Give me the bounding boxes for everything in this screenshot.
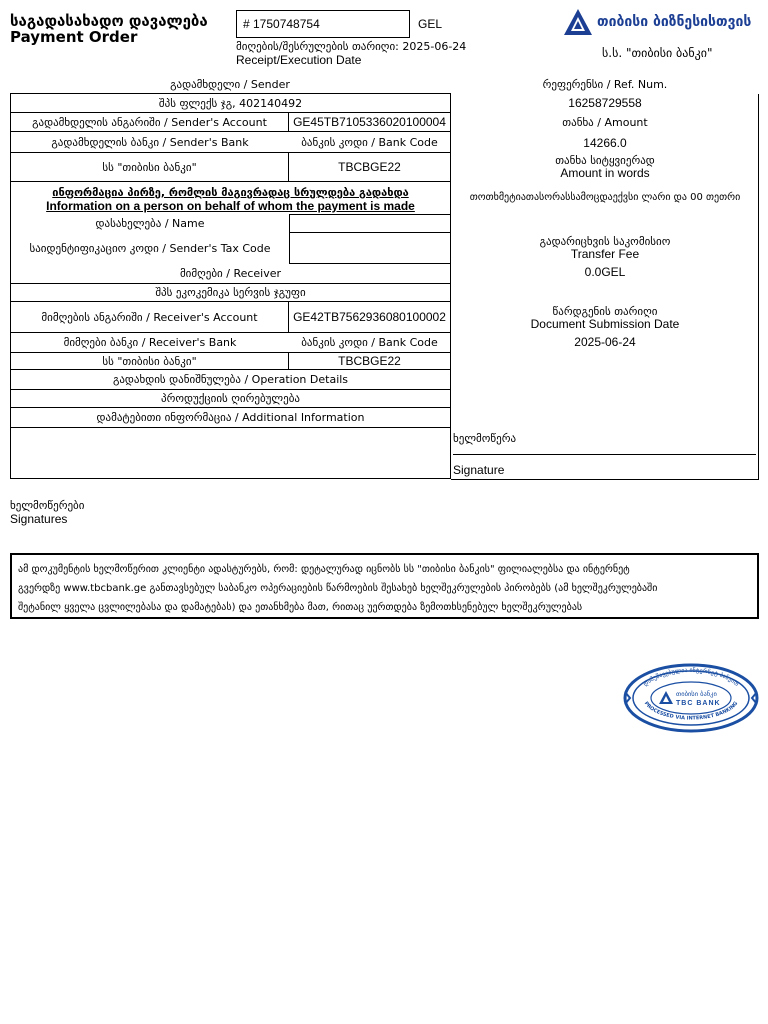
signature-label-en: Signature — [453, 463, 505, 477]
tbc-logo-icon — [563, 8, 593, 36]
stamp-outer-text: დამუშავებულია ინტერნეტ ბანკით — [642, 666, 740, 688]
tax-code-label: საიდენტიფიკაციო კოდი / Sender's Tax Code — [29, 242, 271, 255]
signature-line — [453, 454, 756, 455]
submission-value: 2025-06-24 — [574, 335, 636, 349]
name-label: დასახელება / Name — [95, 217, 205, 230]
name-row — [10, 214, 451, 233]
title-ka: საგადასახადო დავალება — [10, 12, 208, 30]
right-column — [451, 94, 759, 480]
ref-label: რეფერენსი / Ref. Num. — [542, 78, 668, 91]
bank-logo — [563, 8, 768, 38]
amount-value: 14266.0 — [583, 136, 627, 150]
behalf-title-en: Information on a person on behalf of whom the payment is made — [46, 199, 415, 213]
sender-bank-label-row — [10, 132, 451, 152]
signatures-label-ka: ხელმოწერები — [10, 499, 85, 512]
words-label-ka: თანხა სიტყვიერად — [555, 154, 655, 167]
additional-label: დამატებითი ინფორმაცია / Additional Information — [10, 408, 451, 427]
operation-value: პროდუქციის ღირებულება — [10, 389, 451, 408]
execution-date: მიღების/შესრულების თარიღი: 2025-06-24 — [236, 40, 467, 53]
behalf-section — [10, 182, 451, 214]
disclaimer-box — [10, 553, 759, 619]
stamp-bank-en: TBC BANK — [676, 700, 721, 707]
sender-label: გადამხდელი / Sender — [170, 78, 290, 91]
receiver-bank-label-row — [10, 333, 451, 352]
receiver-value: შპს ეკოკემიკა სერვის ჯგუფი — [10, 283, 451, 302]
execution-date-en: Receipt/Execution Date — [236, 53, 362, 67]
order-number-box — [236, 10, 410, 38]
stamp-icon — [622, 662, 760, 734]
receiver-account-row — [10, 302, 451, 333]
words-value: თოთხმეტიათასორასსამოცდაექვსი ლარი და 00 თეთრი — [469, 192, 741, 203]
receiver-bank-code-label: ბანკის კოდი / Bank Code — [301, 336, 438, 349]
disclaimer-line-3: შეტანილ ყველა ცვლილებასა და დამატებას) და ეთანხმება მათ, რითაც უერთდება ზემოთხსენებულ ხელშეკრულებას — [18, 602, 583, 613]
order-number: # 1750748754 — [243, 17, 320, 31]
name-value — [289, 214, 450, 233]
bank-code-label: ბანკის კოდი / Bank Code — [301, 135, 438, 149]
currency: GEL — [418, 17, 443, 31]
sender-account-row — [10, 113, 451, 132]
operation-label: გადახდის დანიშნულება / Operation Details — [10, 370, 451, 389]
disclaimer-line-2: გვერდზე www.tbcbank.ge განთავსებულ საბანკო ოპერაციების წარმოების შესახებ ხელშეკრულების პირობებს (ამ ხელშეკრულებაში — [18, 583, 658, 594]
sender-account-label: გადამხდელის ანგარიში / Sender's Account — [11, 113, 289, 131]
bank-stamp — [622, 662, 760, 734]
behalf-title-ka: ინფორმაცია პირზე, რომლის მაგივრადაც სრულდება გადახდა — [52, 186, 409, 199]
tax-code-row — [10, 233, 451, 264]
sender-account-value: GE45TB7105336020100004 — [293, 115, 446, 129]
receiver-bank-label: მიმღები ბანკი / Receiver's Bank — [63, 336, 237, 349]
stamp-bottom-text: PROCESSED VIA INTERNET BANKING — [642, 700, 740, 722]
ref-value: 16258729558 — [568, 96, 642, 110]
receiver-bank-value: სს "თიბისი ბანკი" — [11, 353, 289, 369]
submission-label-ka: წარდგენის თარიღი — [552, 305, 658, 318]
fee-value: 0.0GEL — [584, 265, 626, 279]
sender-bank-code: TBCBGE22 — [338, 160, 401, 174]
bank-short: ს.ს. "თიბისი ბანკი" — [602, 46, 713, 60]
receiver-bank-value-row — [10, 352, 451, 370]
sender-value: შპს ფლექს ჯგ, 402140492 — [10, 93, 451, 113]
submission-label-en: Document Submission Date — [530, 317, 680, 331]
words-label-en: Amount in words — [560, 166, 650, 180]
receiver-label: მიმღები / Receiver — [10, 264, 451, 283]
stamp-bank-ka: თიბისი ბანკი — [676, 690, 717, 698]
fee-label-en: Transfer Fee — [570, 247, 640, 261]
sender-bank-label: გადამხდელის ბანკი / Sender's Bank — [51, 135, 249, 149]
receiver-account-value: GE42TB7562936080100002 — [293, 310, 446, 324]
sender-bank-value: სს "თიბისი ბანკი" — [11, 153, 289, 181]
title-en: Payment Order — [10, 28, 138, 46]
tax-code-value — [289, 233, 450, 264]
receiver-bank-code: TBCBGE22 — [338, 354, 401, 368]
bank-name: თიბისი ბიზნესისთვის — [597, 14, 752, 30]
additional-value — [10, 427, 451, 479]
amount-label: თანხა / Amount — [562, 116, 648, 129]
sender-bank-value-row — [10, 152, 451, 182]
signature-label-ka: ხელმოწერა — [453, 432, 517, 445]
disclaimer-line-1: ამ დოკუმენტის ხელმოწერით კლიენტი ადასტურებს, რომ: დეტალურად იცნობს სს "თიბისი ბანკის" ფილიალებსა და ინტერნეტ — [18, 564, 630, 575]
signatures-label-en: Signatures — [10, 512, 68, 526]
receiver-account-label: მიმღების ანგარიში / Receiver's Account — [11, 302, 289, 332]
fee-label-ka: გადარიცხვის საკომისიო — [539, 235, 671, 248]
